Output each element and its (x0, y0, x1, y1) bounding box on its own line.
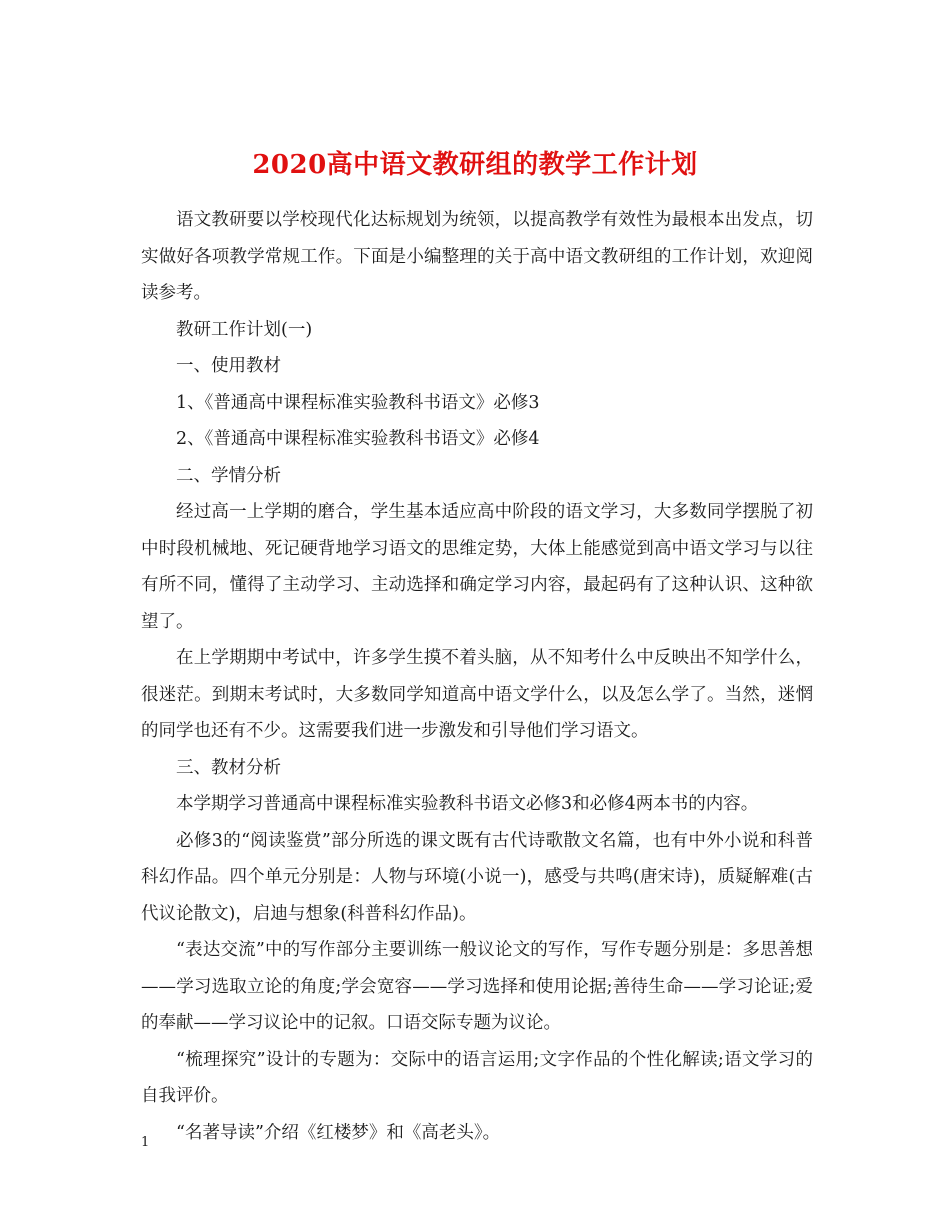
student-analysis-paragraph-1: 经过高一上学期的磨合，学生基本适应高中阶段的语文学习，大多数同学摆脱了初中时段机械地、死记硬背地学习语文的思维定势，大体上能感觉到高中语文学习与以往有所不同，懂得了主动学习、主动选择和确定学习内容，最起码有了这种认识、这种欲望了。 (141, 502, 813, 632)
material-analysis-paragraph-2: 必修3的“阅读鉴赏”部分所选的课文既有古代诗歌散文名篇，也有中外小说和科普科幻作品。四个单元分别是：人物与环境(小说一)，感受与共鸣(唐宋诗)，质疑解难(古代议论散文)，启迪与想象(科普科幻作品)。 (141, 830, 813, 924)
plan-heading: 教研工作计划(一) (176, 319, 313, 340)
section-heading-materials: 一、使用教材 (176, 356, 281, 376)
intro-paragraph: 语文教研要以学校现代化达标规划为统领，以提高教学有效性为最根本出发点，切实做好各项教学常规工作。下面是小编整理的关于高中语文教研组的工作计划，欢迎阅读参考。 (141, 210, 813, 303)
material-analysis-paragraph-5: “名著导读”介绍《红楼梦》和《高老头》。 (176, 1122, 501, 1143)
page-number: 1 (141, 1135, 150, 1150)
student-analysis-paragraph-2: 在上学期期中考试中，许多学生摸不着头脑，从不知考什么中反映出不知学什么，很迷茫。到期末考试时，大多数同学知道高中语文学什么，以及怎么学了。当然，迷惘的同学也还有不少。这需要我们进一步激发和引导他们学习语文。 (141, 648, 813, 741)
document-body (141, 202, 813, 1151)
section-heading-student-analysis: 二、学情分析 (176, 465, 281, 486)
material-analysis-paragraph-1: 本学期学习普通高中课程标准实验教科书语文必修3和必修4两本书的内容。 (176, 794, 759, 814)
document-title: 2020高中语文教研组的教学工作计划 (252, 150, 698, 181)
material-analysis-paragraph-3: “表达交流”中的写作部分主要训练一般议论文的写作，写作专题分别是：多思善想——学习选取立论的角度;学会宽容——学习选择和使用论据;善待生命——学习论证;爱的奉献——学习议论中的记叙。口语交际专题为议论。 (141, 940, 813, 1033)
section-heading-material-analysis: 三、教材分析 (176, 757, 281, 778)
material-item-2: 2、《普通高中课程标准实验教科书语文》必修4 (176, 429, 540, 449)
material-analysis-paragraph-4: “梳理探究”设计的专题为：交际中的语言运用;文字作品的个性化解读;语文学习的自我评价。 (141, 1049, 813, 1106)
material-item-1: 1、《普通高中课程标准实验教科书语文》必修3 (176, 392, 540, 413)
